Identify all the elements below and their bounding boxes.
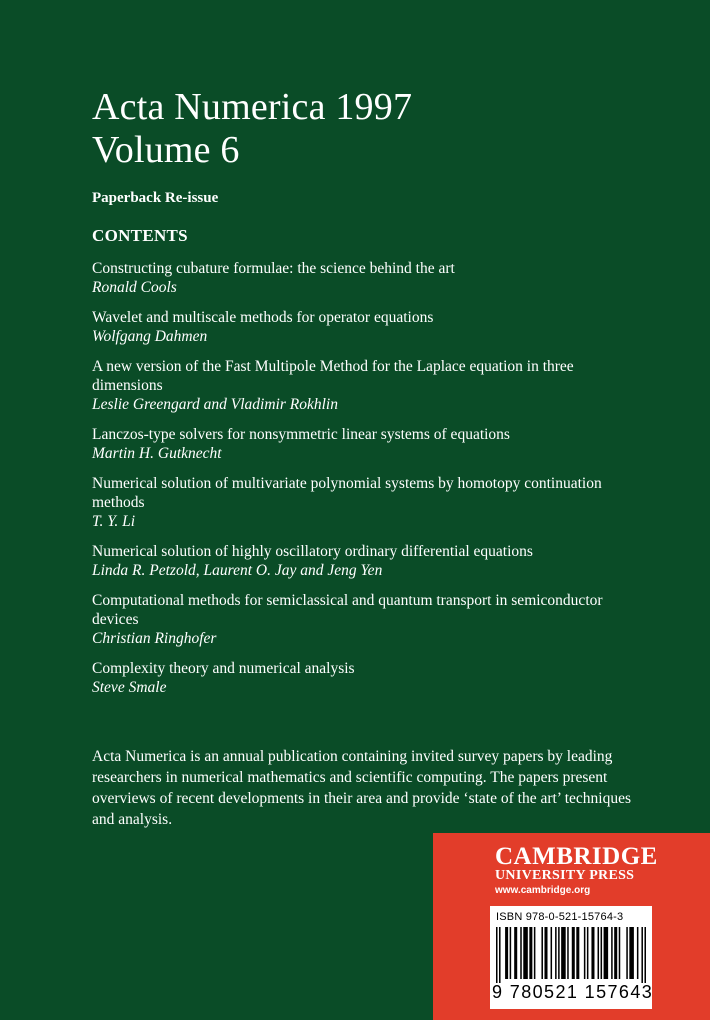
barcode-bar xyxy=(591,927,594,979)
publisher-press: UNIVERSITY PRESS xyxy=(495,868,635,883)
barcode-bar xyxy=(558,927,560,979)
barcode-bar xyxy=(520,927,522,979)
barcode-bar xyxy=(629,927,634,979)
book-title-line2: Volume 6 xyxy=(92,129,240,171)
barcode-bar xyxy=(626,927,628,979)
entry-author: Steve Smale xyxy=(92,679,167,696)
contents-entry xyxy=(92,591,612,648)
book-title xyxy=(92,86,412,172)
entry-title: A new version of the Fast Multipole Method for the Laplace equation in three dimensions xyxy=(92,358,574,394)
entry-title: Computational methods for semiclassical and quantum transport in semiconductor devices xyxy=(92,592,603,628)
entry-author: Ronald Cools xyxy=(92,279,177,296)
publisher-panel xyxy=(433,833,710,1020)
barcode-bar xyxy=(604,927,609,979)
publisher-name: CAMBRIDGE xyxy=(495,843,658,870)
barcode-bar xyxy=(637,927,639,979)
barcode-bar xyxy=(587,927,589,979)
barcode-bar xyxy=(567,927,569,979)
entry-title: Constructing cubature formulae: the science behind the art xyxy=(92,260,455,277)
barcode-bar xyxy=(584,927,586,979)
entry-title: Numerical solution of highly oscillatory ordinary differential equations xyxy=(92,543,533,560)
book-title-line1: Acta Numerica 1997 xyxy=(92,86,413,128)
entry-title: Complexity theory and numerical analysis xyxy=(92,660,355,677)
barcode-panel xyxy=(490,906,652,1009)
barcode-bar xyxy=(510,927,512,979)
barcode-bar xyxy=(641,927,643,983)
contents-entry xyxy=(92,357,612,414)
contents-entry xyxy=(92,308,612,346)
barcode-bar xyxy=(601,927,603,979)
contents-entry xyxy=(92,659,612,697)
barcode-bar xyxy=(534,927,536,979)
barcode-bar xyxy=(523,927,528,979)
barcode-bar xyxy=(572,927,575,979)
barcode-bar xyxy=(529,927,532,979)
barcode-icon xyxy=(496,927,646,983)
barcode-bar xyxy=(505,927,508,979)
entry-author: Christian Ringhofer xyxy=(92,630,217,647)
barcode-bar xyxy=(555,927,557,979)
barcode-bar xyxy=(611,927,613,979)
entry-title: Lanczos-type solvers for nonsymmetric linear systems of equations xyxy=(92,426,510,443)
contents-list xyxy=(92,259,612,708)
contents-heading: CONTENTS xyxy=(92,226,188,245)
series-description: Acta Numerica is an annual publication containing invited survey papers by leading researchers in numerical mathematics and scientific computing. The papers present overviews of recent developments in their area and provide ‘state of the art’ techniques and analysis. xyxy=(92,748,631,828)
contents-entry xyxy=(92,259,612,297)
barcode-bar xyxy=(499,927,501,983)
barcode-bar xyxy=(614,927,617,979)
isbn-label: ISBN 978-0-521-15764-3 xyxy=(496,911,624,923)
entry-author: Leslie Greengard and Vladimir Rokhlin xyxy=(92,396,338,413)
barcode-bar xyxy=(514,927,517,979)
entry-author: Linda R. Petzold, Laurent O. Jay and Jeng Yen xyxy=(92,562,383,579)
barcode-bar xyxy=(619,927,621,979)
contents-entry xyxy=(92,474,612,531)
entry-author: Wolfgang Dahmen xyxy=(92,328,208,345)
barcode-bar xyxy=(544,927,547,979)
barcode-bar xyxy=(551,927,553,979)
barcode-bar xyxy=(496,927,498,983)
barcode-bar xyxy=(644,927,646,983)
entry-author: Martin H. Gutknecht xyxy=(92,445,222,462)
contents-entry xyxy=(92,542,612,580)
barcode-bar xyxy=(576,927,579,979)
entry-title: Wavelet and multiscale methods for operator equations xyxy=(92,309,434,326)
edition-subtitle: Paperback Re-issue xyxy=(92,190,219,206)
barcode-bar xyxy=(598,927,600,979)
publisher-url: www.cambridge.org xyxy=(495,885,591,896)
entry-author: T. Y. Li xyxy=(92,513,136,530)
barcode-digits: 9 780521 157643 xyxy=(492,982,654,1002)
entry-title: Numerical solution of multivariate polynomial systems by homotopy continuation methods xyxy=(92,475,602,511)
contents-entry xyxy=(92,425,612,463)
barcode-bar xyxy=(561,927,566,979)
barcode-bar xyxy=(541,927,543,979)
